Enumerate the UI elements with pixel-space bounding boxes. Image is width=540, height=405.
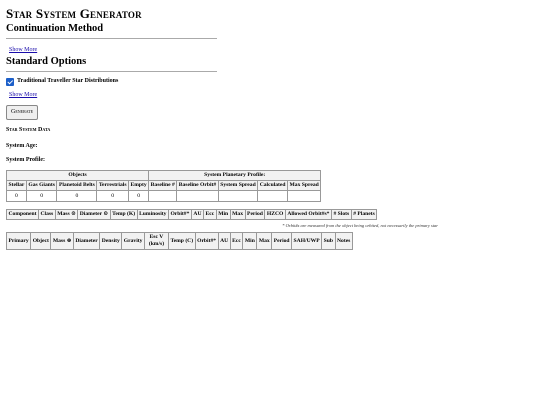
planet-table [6,232,353,250]
cell-calculated [258,191,288,202]
col-planetoid-belts: Planetoid Belts [57,181,97,191]
col-mass-sun: Mass ⊙ [55,210,78,220]
continuation-divider [6,38,217,39]
col-planet-orbit: Orbit#* [195,233,218,250]
col-max-spread: Max Spread [288,181,321,191]
col-empty: Empty [129,181,149,191]
star-system-data-heading: Star System Data [6,127,51,133]
col-max: Max [230,210,245,220]
col-allowed-orbits: Allowed Orbit#s* [285,210,331,220]
standard-show-more-link[interactable]: Show More [9,92,38,98]
cell-stellar: 0 [7,191,27,202]
table-row [7,191,321,202]
cell-gas-giants: 0 [26,191,57,202]
generate-button[interactable]: Generate [6,105,38,120]
col-mass-earth: Mass ⊕ [51,233,74,250]
col-diameter-sun: Diameter ⊙ [78,210,110,220]
col-sah-uwp: SAH/UWP [292,233,322,250]
traditional-distributions-label: Traditional Traveller Star Distributions [17,78,119,84]
cell-baseline-number [149,191,177,202]
col-notes: Notes [335,233,352,250]
system-profile-label: System Profile: [6,157,46,163]
standard-options-divider [6,71,217,72]
col-luminosity: Luminosity [137,210,168,220]
page-title: Star System Generator [6,6,142,21]
col-baseline-orbit: Baseline Orbit# [177,181,218,191]
col-planet-max: Max [257,233,272,250]
col-temp-k: Temp (K) [110,210,137,220]
cell-empty: 0 [129,191,149,202]
system-age-label: System Age: [6,143,38,149]
standard-options-heading: Standard Options [6,56,87,67]
continuation-heading: Continuation Method [6,23,104,34]
traditional-distributions-checkbox[interactable] [6,78,14,86]
col-gas-giants: Gas Giants [26,181,57,191]
col-planet-ecc: Ecc [230,233,243,250]
col-gravity: Gravity [122,233,145,250]
col-component: Component [7,210,39,220]
col-esc-v: Esc V (km/s) [144,233,168,250]
planetary-profile-group-header: System Planetary Profile: [149,171,321,181]
col-planet-au: AU [218,233,230,250]
cell-max-spread [288,191,321,202]
objects-group-header: Objects [7,171,149,181]
col-calculated: Calculated [258,181,288,191]
col-diameter: Diameter [73,233,99,250]
cell-system-spread [218,191,257,202]
col-baseline-number: Baseline # [149,181,177,191]
col-class: Class [38,210,55,220]
col-temp-c: Temp (C) [168,233,195,250]
col-au: AU [191,210,203,220]
cell-terrestrials: 0 [97,191,129,202]
page-container [6,6,536,250]
col-system-spread: System Spread [218,181,257,191]
component-table [6,209,377,220]
continuation-show-more-link[interactable]: Show More [9,47,38,53]
orbit-footnote: * Orbit#s are measured from the object being orbited, not necessarily the primary star [282,223,438,228]
col-density: Density [100,233,122,250]
col-planet-min: Min [243,233,257,250]
col-ecc: Ecc [204,210,217,220]
col-object: Object [31,233,51,250]
cell-planetoid-belts: 0 [57,191,97,202]
col-period: Period [245,210,265,220]
cell-baseline-orbit [177,191,218,202]
col-sub: Sub [322,233,335,250]
col-terrestrials: Terrestrials [97,181,129,191]
col-slots: # Slots [331,210,351,220]
col-hzco: HZCO [265,210,285,220]
col-primary: Primary [7,233,31,250]
col-planets: # Planets [351,210,377,220]
col-stellar: Stellar [7,181,27,191]
objects-table [6,170,321,202]
col-min: Min [216,210,230,220]
col-planet-period: Period [272,233,292,250]
col-orbit-number: Orbit#* [168,210,191,220]
